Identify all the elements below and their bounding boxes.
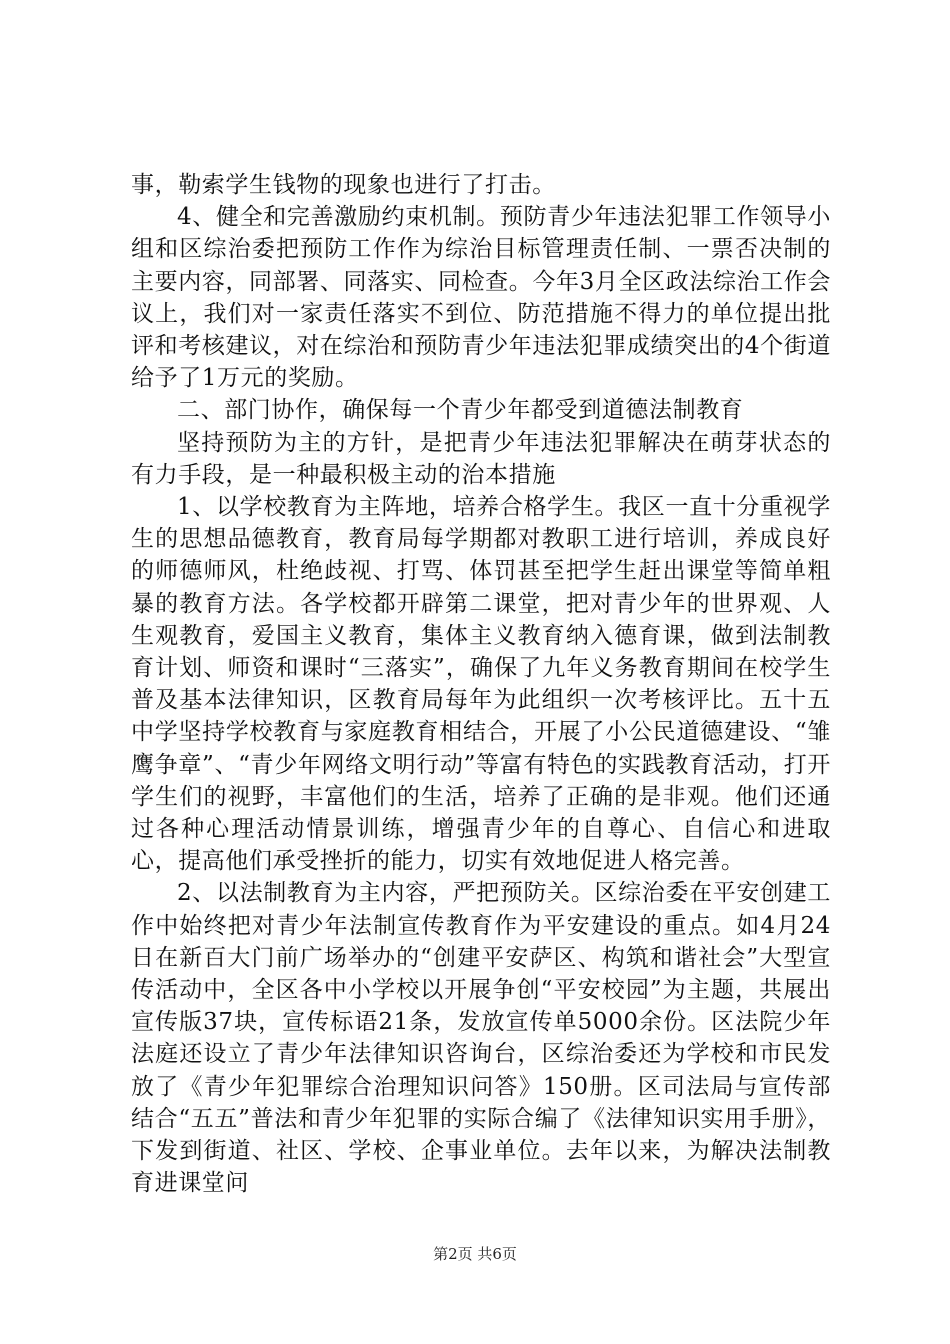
paragraph-incentive-mechanism: 4、健全和完善激励约束机制。预防青少年违法犯罪工作领导小组和区综治委把预防工作作为综治目标管理责任制、一票否决制的主要内容，同部署、同落实、同检查。今年3月全区政法综治工作会议上，我们对一家责任落实不到位、防范措施不得力的单位提出批评和考核建议，对在综治和预防青少年违法犯罪成绩突出的4个街道给予了1万元的奖励。: [131, 204, 831, 392]
paragraph-school-education: 1、以学校教育为主阵地，培养合格学生。我区一直十分重视学生的思想品德教育，教育局每学期都对教职工进行培训，养成良好的师德师风，杜绝歧视、打骂、体罚甚至把学生赶出课堂等简单粗暴的教育方法。各学校都开辟第二课堂，把对青少年的世界观、人生观教育，爱国主义教育，集体主义教育纳入德育课，做到法制教育计划、师资和课时“三落实”，确保了九年义务教育期间在校学生普及基本法律知识，区教育局每年为此组织一次考核评比。五十五中学坚持学校教育与家庭教育相结合，开展了小公民道德建设、“雏鹰争章”、“青少年网络文明行动”等富有特色的实践教育活动，打开学生们的视野，丰富他们的生活，培养了正确的是非观。他们还通过各种心理活动情景训练，增强青少年的自尊心、自信心和进取心，提高他们承受挫折的能力，切实有效地促进人格完善。: [131, 494, 831, 875]
document-body: [131, 169, 831, 1200]
paragraph-prevention-policy: 坚持预防为主的方针，是把青少年违法犯罪解决在萌芽状态的有力手段，是一种最积极主动的治本措施: [131, 429, 831, 488]
paragraph-continuation: 事，勒索学生钱物的现象也进行了打击。: [131, 172, 556, 198]
page-footer: 第2页 共6页: [433, 1245, 517, 1263]
section-heading-department-cooperation: 二、部门协作，确保每一个青少年都受到道德法制教育: [177, 397, 744, 424]
paragraph-legal-education: 2、以法制教育为主内容，严把预防关。区综治委在平安创建工作中始终把对青少年法制宣传教育作为平安建设的重点。如4月24日在新百大门前广场举办的“创建平安萨区、构筑和谐社会”大型宣传活动中，全区各中小学校以开展争创“平安校园”为主题，共展出宣传版37块，宣传标语21条，发放宣传单5000余份。区法院少年法庭还设立了青少年法律知识咨询台，区综治委还为学校和市民发放了《青少年犯罪综合治理知识问答》150册。区司法局与宣传部结合“五五”普法和青少年犯罪的实际合编了《法律知识实用手册》，下发到街道、社区、学校、企事业单位。去年以来，为解决法制教育进课堂问: [131, 880, 831, 1197]
